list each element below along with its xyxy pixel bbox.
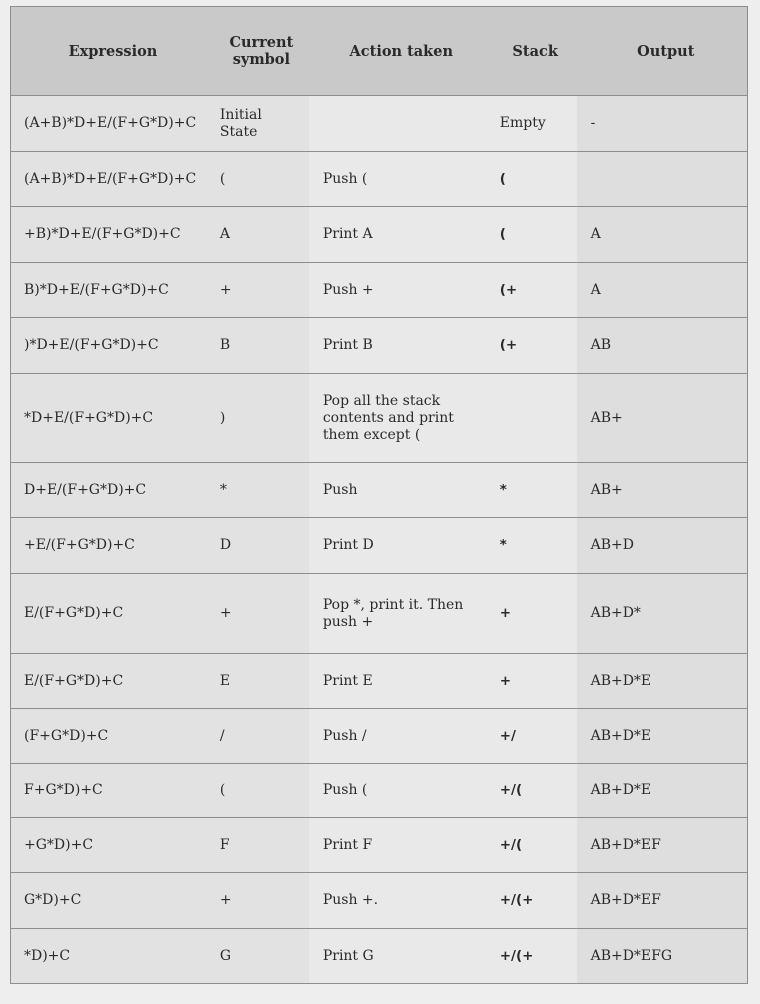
cell-stack bbox=[486, 207, 577, 263]
cell-stack bbox=[486, 709, 577, 764]
cell-stack-text: (+ bbox=[499, 337, 518, 353]
cell-output-text: A bbox=[590, 226, 601, 242]
cell-action-taken bbox=[309, 929, 486, 984]
table-row bbox=[11, 96, 748, 152]
cell-action-taken-text: Print A bbox=[322, 226, 373, 242]
cell-stack bbox=[486, 574, 577, 654]
cell-action-taken-text: Push ( bbox=[322, 170, 368, 187]
cell-output bbox=[577, 152, 748, 207]
cell-expression-text: +G*D)+C bbox=[24, 836, 94, 853]
cell-current-symbol bbox=[208, 654, 309, 709]
cell-stack-text: Empty bbox=[499, 115, 546, 131]
cell-action-taken bbox=[309, 318, 486, 374]
cell-current-symbol-text: A bbox=[219, 226, 231, 242]
cell-current-symbol bbox=[208, 929, 309, 984]
cell-expression bbox=[11, 818, 208, 873]
cell-action-taken bbox=[309, 207, 486, 263]
cell-output bbox=[577, 207, 748, 263]
cell-output-text: AB bbox=[590, 337, 611, 353]
cell-current-symbol bbox=[208, 709, 309, 764]
cell-expression bbox=[11, 152, 208, 207]
cell-current-symbol bbox=[208, 463, 309, 518]
cell-current-symbol bbox=[208, 152, 309, 207]
cell-expression-text: G*D)+C bbox=[24, 892, 82, 908]
cell-output-text: AB+D*E bbox=[590, 672, 652, 689]
cell-stack bbox=[486, 96, 577, 152]
table-row bbox=[11, 463, 748, 518]
cell-stack bbox=[486, 463, 577, 518]
cell-output bbox=[577, 873, 748, 929]
cell-output-text: AB+D*EF bbox=[590, 892, 661, 908]
cell-output bbox=[577, 709, 748, 764]
header-output: Output bbox=[577, 7, 748, 96]
cell-current-symbol bbox=[208, 207, 309, 263]
cell-output-text: AB+ bbox=[590, 481, 623, 498]
cell-stack-text: (+ bbox=[499, 281, 518, 298]
cell-expression-text: +E/(F+G*D)+C bbox=[24, 537, 135, 553]
cell-action-taken bbox=[309, 463, 486, 518]
cell-stack bbox=[486, 654, 577, 709]
cell-current-symbol bbox=[208, 263, 309, 318]
table-row bbox=[11, 929, 748, 984]
cell-action-taken-text: Push / bbox=[322, 727, 367, 744]
cell-output bbox=[577, 574, 748, 654]
cell-stack-text: +/ bbox=[499, 727, 516, 744]
cell-expression bbox=[11, 374, 208, 463]
cell-expression bbox=[11, 929, 208, 984]
cell-action-taken bbox=[309, 873, 486, 929]
cell-current-symbol-text: B bbox=[219, 337, 231, 353]
table-row bbox=[11, 873, 748, 929]
cell-expression-text: E/(F+G*D)+C bbox=[24, 672, 124, 689]
cell-expression bbox=[11, 764, 208, 818]
cell-output-text: A bbox=[590, 281, 601, 298]
cell-output bbox=[577, 463, 748, 518]
cell-action-taken-text: Print G bbox=[322, 947, 374, 964]
table-row bbox=[11, 764, 748, 818]
cell-current-symbol-text: * bbox=[219, 481, 227, 498]
cell-expression-text: B)*D+E/(F+G*D)+C bbox=[24, 281, 169, 298]
cell-current-symbol bbox=[208, 764, 309, 818]
cell-expression bbox=[11, 574, 208, 654]
cell-current-symbol bbox=[208, 318, 309, 374]
cell-expression-text: *D+E/(F+G*D)+C bbox=[24, 409, 154, 426]
cell-output-text: AB+D*E bbox=[590, 782, 652, 798]
cell-expression bbox=[11, 873, 208, 929]
cell-current-symbol-text: F bbox=[219, 836, 230, 853]
cell-output bbox=[577, 318, 748, 374]
header-current-symbol: Current symbol bbox=[208, 7, 309, 96]
cell-action-taken bbox=[309, 96, 486, 152]
cell-stack bbox=[486, 764, 577, 818]
cell-expression-text: (A+B)*D+E/(F+G*D)+C bbox=[24, 170, 197, 187]
cell-output-text: AB+D*E bbox=[590, 727, 652, 744]
header-row bbox=[11, 7, 748, 96]
cell-stack bbox=[486, 518, 577, 574]
cell-action-taken bbox=[309, 709, 486, 764]
header-expression: Expression bbox=[11, 7, 208, 96]
cell-stack-text: +/(+ bbox=[499, 892, 534, 908]
cell-output-text: AB+D*EFG bbox=[590, 947, 673, 964]
cell-current-symbol-text: ) bbox=[219, 409, 226, 426]
table-row bbox=[11, 518, 748, 574]
cell-expression-text: F+G*D)+C bbox=[24, 782, 103, 798]
cell-stack-text: ( bbox=[499, 170, 506, 187]
cell-expression-text: +B)*D+E/(F+G*D)+C bbox=[24, 226, 181, 242]
cell-current-symbol bbox=[208, 873, 309, 929]
cell-current-symbol-text: + bbox=[219, 605, 232, 621]
cell-stack bbox=[486, 152, 577, 207]
infix-to-postfix-table bbox=[10, 6, 748, 984]
cell-current-symbol-text: ( bbox=[219, 782, 226, 798]
cell-stack bbox=[486, 374, 577, 463]
cell-output bbox=[577, 263, 748, 318]
cell-action-taken-text: Push bbox=[322, 481, 358, 498]
cell-output-text: AB+D* bbox=[590, 605, 641, 621]
cell-stack-text: +/( bbox=[499, 836, 523, 853]
cell-output bbox=[577, 818, 748, 873]
cell-output bbox=[577, 374, 748, 463]
table-body bbox=[11, 96, 748, 984]
cell-output-text: AB+ bbox=[590, 409, 623, 426]
cell-output bbox=[577, 96, 748, 152]
cell-action-taken bbox=[309, 518, 486, 574]
cell-action-taken-text: Push +. bbox=[322, 892, 379, 908]
cell-expression-text: *D)+C bbox=[24, 947, 71, 964]
cell-action-taken bbox=[309, 764, 486, 818]
table-row bbox=[11, 709, 748, 764]
cell-current-symbol-text: D bbox=[219, 537, 232, 553]
cell-expression bbox=[11, 463, 208, 518]
cell-expression-text: D+E/(F+G*D)+C bbox=[24, 481, 147, 498]
cell-action-taken-text: Print F bbox=[322, 836, 373, 853]
cell-stack-text: * bbox=[499, 481, 507, 498]
table-row bbox=[11, 574, 748, 654]
cell-action-taken-text: Pop *, print it. Then push + bbox=[322, 596, 464, 630]
cell-current-symbol bbox=[208, 574, 309, 654]
cell-action-taken bbox=[309, 152, 486, 207]
cell-action-taken-text: Print E bbox=[322, 672, 373, 689]
cell-expression bbox=[11, 654, 208, 709]
table-row bbox=[11, 818, 748, 873]
cell-expression bbox=[11, 518, 208, 574]
table-row bbox=[11, 374, 748, 463]
cell-stack-text: + bbox=[499, 605, 512, 621]
header-action-taken: Action taken bbox=[309, 7, 486, 96]
cell-output bbox=[577, 518, 748, 574]
table-row bbox=[11, 152, 748, 207]
cell-expression bbox=[11, 709, 208, 764]
table-row bbox=[11, 263, 748, 318]
cell-current-symbol-text: Initial State bbox=[219, 106, 262, 140]
cell-expression-text: )*D+E/(F+G*D)+C bbox=[24, 337, 159, 353]
cell-current-symbol-text: + bbox=[219, 281, 232, 298]
cell-current-symbol bbox=[208, 818, 309, 873]
cell-expression bbox=[11, 207, 208, 263]
cell-action-taken bbox=[309, 574, 486, 654]
cell-action-taken-text: Push ( bbox=[322, 782, 368, 798]
cell-action-taken bbox=[309, 263, 486, 318]
cell-expression-text: E/(F+G*D)+C bbox=[24, 605, 124, 621]
cell-action-taken bbox=[309, 374, 486, 463]
cell-stack bbox=[486, 929, 577, 984]
cell-action-taken-text: Print D bbox=[322, 537, 374, 553]
cell-current-symbol-text: ( bbox=[219, 170, 226, 187]
cell-expression bbox=[11, 318, 208, 374]
cell-output bbox=[577, 764, 748, 818]
cell-current-symbol bbox=[208, 96, 309, 152]
cell-current-symbol-text: / bbox=[219, 727, 225, 744]
cell-stack bbox=[486, 873, 577, 929]
cell-output bbox=[577, 654, 748, 709]
table-row bbox=[11, 318, 748, 374]
cell-expression bbox=[11, 96, 208, 152]
cell-current-symbol bbox=[208, 518, 309, 574]
cell-stack bbox=[486, 818, 577, 873]
header-stack: Stack bbox=[486, 7, 577, 96]
cell-current-symbol-text: + bbox=[219, 892, 232, 908]
cell-action-taken-text: Pop all the stack contents and print them except ( bbox=[322, 392, 454, 443]
cell-stack-text: + bbox=[499, 672, 512, 689]
cell-stack bbox=[486, 263, 577, 318]
cell-stack-text: * bbox=[499, 537, 507, 553]
cell-stack-text: ( bbox=[499, 226, 506, 242]
cell-output-text: - bbox=[590, 115, 596, 131]
cell-action-taken-text: Push + bbox=[322, 281, 374, 298]
cell-output-text: AB+D bbox=[590, 537, 634, 553]
cell-current-symbol-text: E bbox=[219, 672, 231, 689]
cell-stack bbox=[486, 318, 577, 374]
table-row bbox=[11, 654, 748, 709]
cell-current-symbol bbox=[208, 374, 309, 463]
cell-action-taken-text: Print B bbox=[322, 337, 373, 353]
cell-stack-text: +/( bbox=[499, 782, 523, 798]
cell-action-taken bbox=[309, 818, 486, 873]
cell-action-taken bbox=[309, 654, 486, 709]
cell-expression-text: (A+B)*D+E/(F+G*D)+C bbox=[24, 115, 197, 131]
cell-expression bbox=[11, 263, 208, 318]
table-row bbox=[11, 207, 748, 263]
cell-current-symbol-text: G bbox=[219, 947, 232, 964]
cell-stack-text: +/(+ bbox=[499, 947, 534, 964]
cell-output bbox=[577, 929, 748, 984]
cell-output-text: AB+D*EF bbox=[590, 836, 661, 853]
cell-expression-text: (F+G*D)+C bbox=[24, 727, 109, 744]
